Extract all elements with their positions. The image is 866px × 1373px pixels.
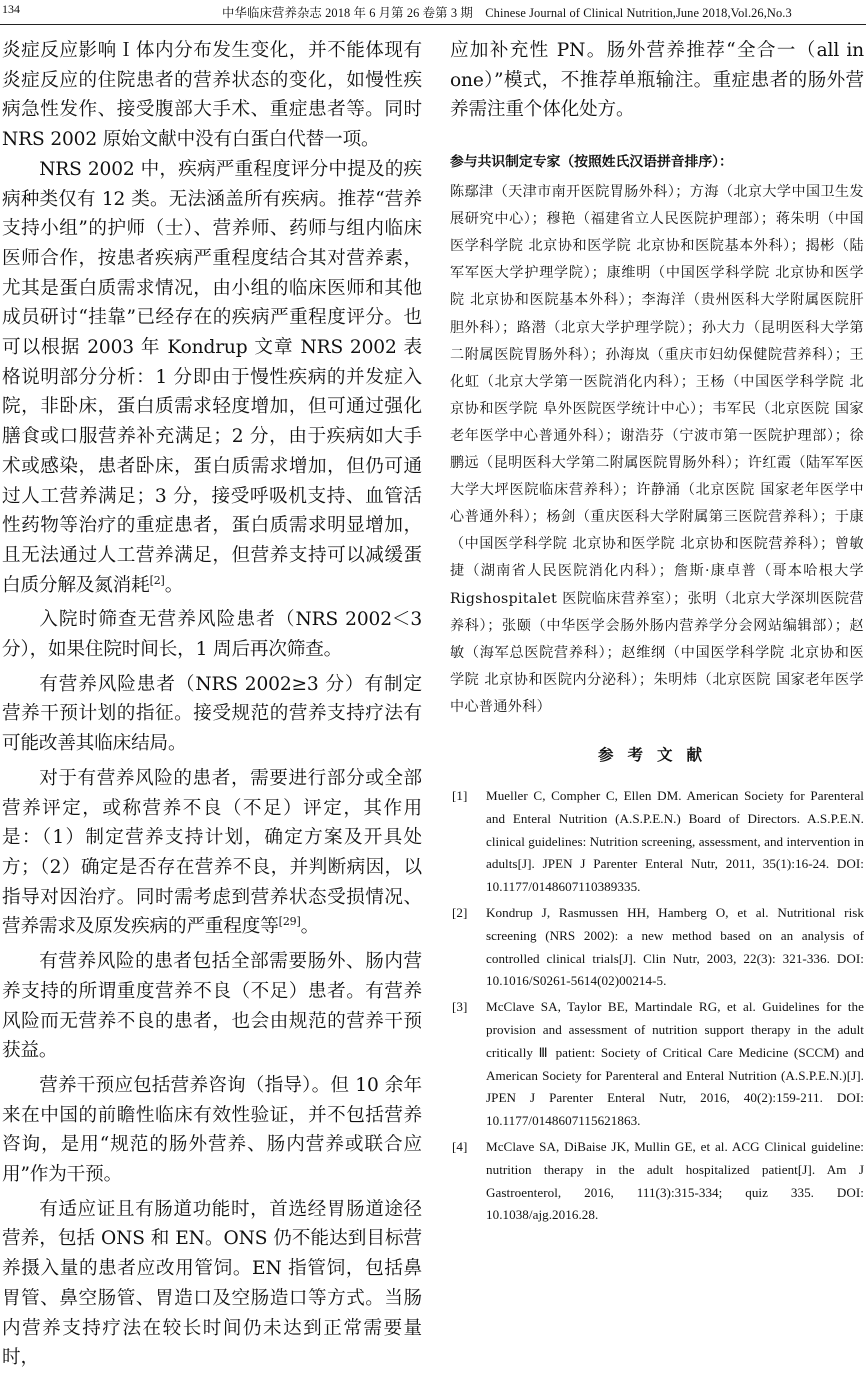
paragraph-continued: 应加补充性 PN。肠外营养推荐“全合一（all in one）”模式，不推荐单瓶输注。重症患者的肠外营养需注重个体化处方。 — [450, 40, 864, 121]
reference-item — [450, 1136, 864, 1227]
reference-number: [3] — [452, 999, 468, 1015]
references-title: 参考文献 — [597, 745, 716, 764]
reference-item — [450, 902, 864, 993]
reference-item — [450, 785, 864, 899]
citation-2[interactable]: [2] — [149, 573, 165, 587]
reference-item — [450, 996, 864, 1133]
paragraph-5 — [2, 764, 422, 942]
paragraph-5-end: 。 — [300, 916, 320, 938]
paragraph-2-end: 。 — [164, 574, 184, 596]
page-header — [0, 0, 866, 25]
reference-number: [1] — [452, 787, 468, 803]
paragraph-5-text: 对于有营养风险的患者，需要进行部分或全部营养评定，或称营养不良（不足）评定，其作用是：（1）制定营养支持计划，确定方案及开具处方；（2）确定是否存在营养不良，并判断病因，以指导对因治疗。同时需考虑到营养状态受损情况、营养需求及原发疾病的严重程度等 — [2, 767, 422, 938]
journal-running-head: 中华临床营养杂志 2018 年 6 月第 26 卷第 3 期 Chinese Journal of Clinical Nutrition,June 2018,Vol.26,No.3 — [222, 6, 792, 20]
paragraph-3: 入院时筛查无营养风险患者（NRS 2002＜3 分），如果住院时间长，1 周后再次筛查。 — [2, 609, 422, 661]
paragraph-6: 有营养风险的患者包括全部需要肠外、肠内营养支持的所谓重度营养不良（不足）患者。有营养风险而无营养不良的患者，也会由规范的营养干预获益。 — [2, 951, 422, 1062]
right-column — [450, 36, 864, 1230]
paragraph-1: 炎症反应影响Ｉ体内分布发生变化，并不能体现有炎症反应的住院患者的营养状态的变化，如慢性疾病急性发作、接受腹部大手术、重症患者等。同时 NRS 2002 原始文献中没有白蛋白代替一项。 — [2, 40, 422, 151]
experts-list: 陈鄢津（天津市南开医院胃肠外科）；方海（北京大学中国卫生发展研究中心）；穆艳（福建省立人民医院护理部）；蒋朱明（中国医学科学院 北京协和医学院 北京协和医院基本外科）；揭彬（陆军军医大学护理学院）；康维明（中国医学科学院 北京协和医学院 北京协和医院基本外科）；李海洋（贵州医科大学附属医院肝胆外科）；路潜（北京大学护理学院）；孙大力（昆明医科大学第二附属医院胃肠外科）；孙海岚（重庆市妇幼保健院营养科）；王化虹（北京大学第一医院消化内科）；王杨（中国医学科学院 北京协和医学院 阜外医院医学统计中心）；韦军民（北京医院 国家老年医学中心普通外科）；谢浩芬（宁波市第一医院护理部）；徐鹏远（昆明医科大学第二附属医院胃肠外科）；许红霞（陆军军医大学大坪医院临床营养科）；许静涌（北京医院 国家老年医学中心普通外科）；杨剑（重庆医科大学附属第三医院营养科）；于康（中国医学科学院 北京协和医学院 北京协和医院营养科）；曾敏捷（湖南省人民医院消化内科）；詹斯·康卓普（哥本哈根大学 Rigshospitalet 医院临床营养室）；张明（北京大学深圳医院营养科）；张颐（中华医学会肠外肠内营养学分会网站编辑部）；赵敏（海军总医院营养科）；赵维纲（中国医学科学院 北京协和医学院 北京协和医院内分泌科）；朱明炜（北京医院 国家老年医学中心普通外科） — [450, 184, 864, 715]
reference-list — [450, 785, 864, 1227]
reference-text: Mueller C, Compher C, Ellen DM. American Society for Parenteral and Enteral Nutrition (A.S.P.E.N.) Board of Directors. A.S.P.E.N. clinical guidelines: Nutrition screening, assessment, and intervention in adults[J]. JPEN J Parenter Enteral Nutr, 2011, 35(1):16-24. DOI: 10.1177/0148607110389335. — [486, 787, 864, 895]
paragraph-2 — [2, 155, 422, 601]
experts-heading: 参与共识制定专家（按照姓氏汉语拼音排序）： — [450, 154, 733, 171]
paragraph-8: 有适应证且有肠道功能时，首选经胃肠道途径营养，包括 ONS 和 EN。ONS 仍不能达到目标营养摄入量的患者应改用管饲。EN 指管饲，包括鼻胃管、鼻空肠管、胃造口及空肠造口等方式。当肠内营养支持疗法在较长时间仍未达到正常需要量时， — [2, 1198, 422, 1369]
reference-text: McClave SA, Taylor BE, Martindale RG, et al. Guidelines for the provision and assessment of nutrition support therapy in the adult critically Ⅲ patient: Society of Critical Care Medicine (SCCM) and American Society for Parenteral and Enteral Nutrition (A.S.P.E.N.)[J]. JPEN J Parenter Enteral Nutr, 2016, 40(2):159-211. DOI: 10.1177/0148607115621863. — [486, 999, 864, 1129]
reference-number: [4] — [452, 1138, 468, 1154]
reference-text: Kondrup J, Rasmussen HH, Hamberg O, et al. Nutritional risk screening (NRS 2002): a new method based on an analysis of controlled clinical trials[J]. Clin Nutr, 2003, 22(3): 321-336. DOI: 10.1016/S0261-5614(02)00214-5. — [486, 904, 864, 989]
paragraph-4: 有营养风险患者（NRS 2002≥3 分）有制定营养干预计划的指征。接受规范的营养支持疗法有可能改善其临床结局。 — [2, 673, 422, 755]
page-number: 134 — [2, 2, 20, 16]
paragraph-2-text: NRS 2002 中，疾病严重程度评分中提及的疾病种类仅有 12 类。无法涵盖所有疾病。推荐“营养支持小组”的护师（士）、营养师、药师与组内临床医师合作，按患者疾病严重程度结合其对营养素，尤其是蛋白质需求情况，由小组的临床医师和其他成员研讨“挂靠”已经存在的疾病严重程度评分。也可以根据 2003 年 Kondrup 文章 NRS 2002 表格说明部分分析：1 分即由于慢性疾病的并发症入院，非卧床，蛋白质需求轻度增加，但可通过强化膳食或口服营养补充满足；2 分，由于疾病如大手术或感染，患者卧床，蛋白质需求增加，但仍可通过人工营养满足；3 分，接受呼吸机支持、血管活性药物等治疗的重症患者，蛋白质需求明显增加，且无法通过人工营养满足，但营养支持可以减缓蛋白质分解及氮消耗 — [2, 158, 422, 596]
citation-29[interactable]: [29] — [278, 915, 301, 929]
reference-text: McClave SA, DiBaise JK, Mullin GE, et al. ACG Clinical guideline: nutrition therapy in the adult hospitalized patient[J]. Am J Gastroenterol, 2016, 111(3):315-334; quiz 335. DOI: 10.1038/ajg.2016.28. — [486, 1138, 864, 1223]
left-column — [2, 36, 422, 1373]
paragraph-7: 营养干预应包括营养咨询（指导）。但 10 余年来在中国的前瞻性临床有效性验证，并不包括营养咨询，是用“规范的肠外营养、肠内营养或联合应用”作为干预。 — [2, 1074, 422, 1186]
reference-number: [2] — [452, 904, 468, 920]
